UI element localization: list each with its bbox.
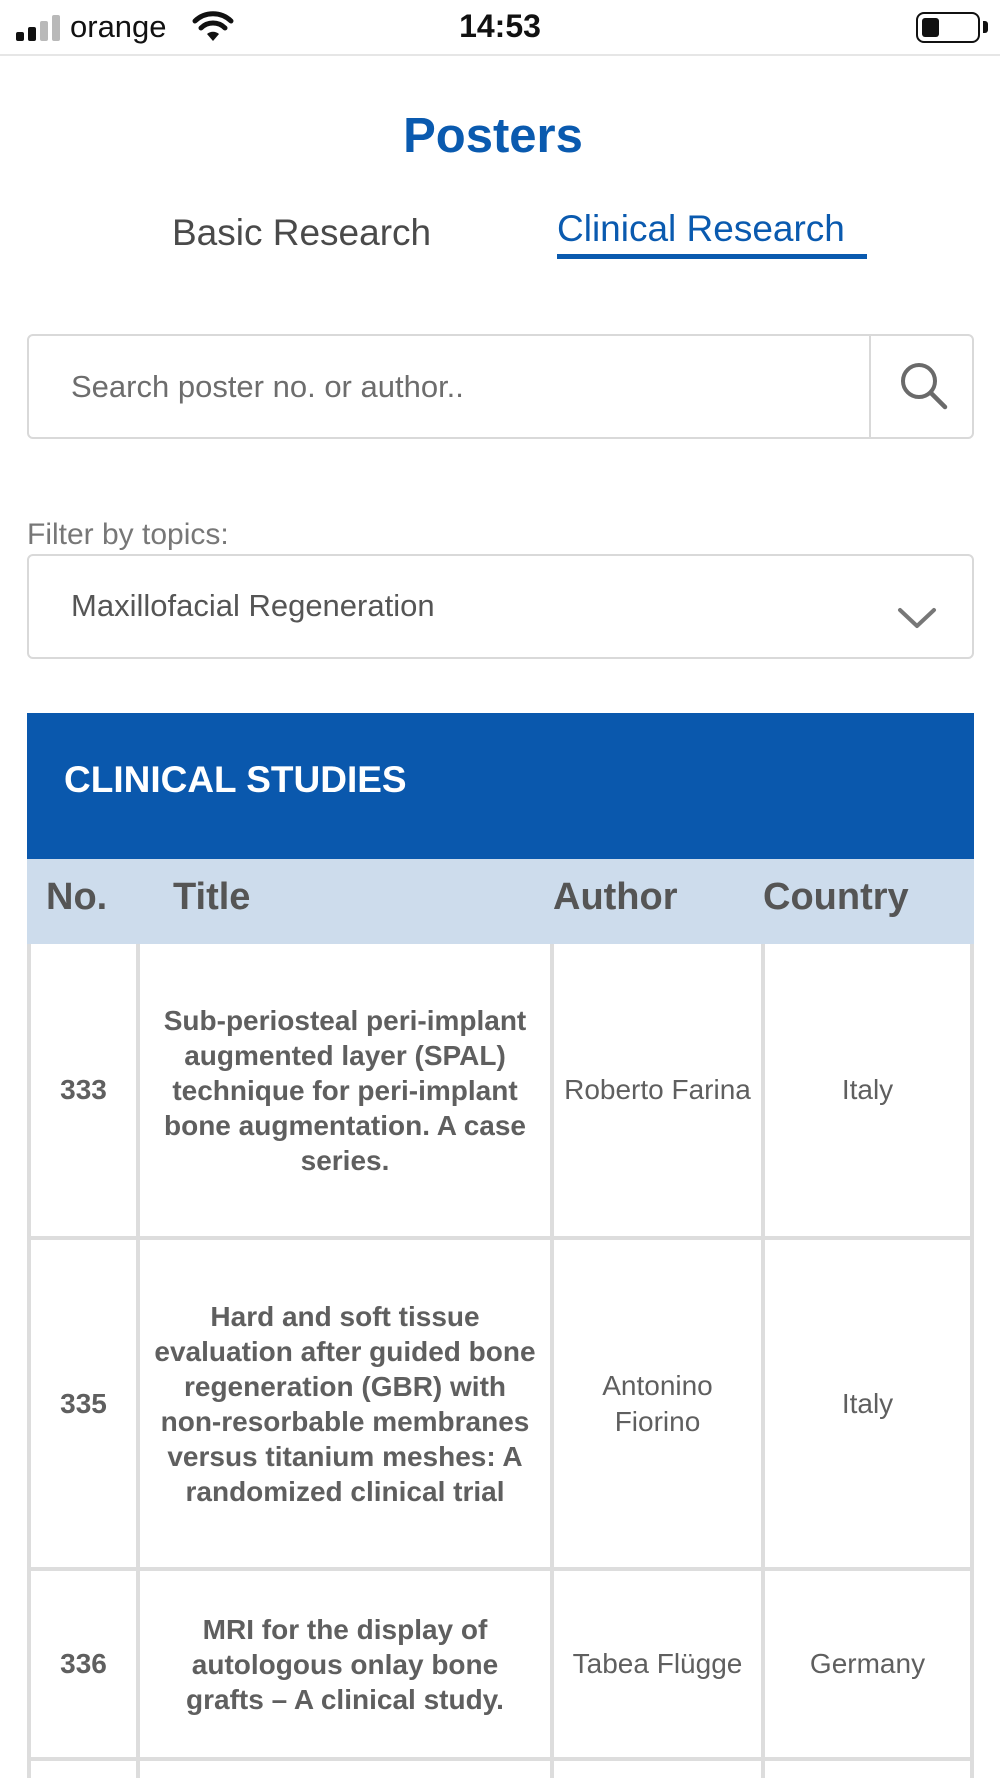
table-header [27,859,974,944]
chevron-down-icon [897,606,937,630]
tab-clinical-research[interactable]: Clinical Research [557,208,845,249]
search-icon [898,360,950,412]
battery-tip [983,21,988,33]
search-button[interactable] [869,336,974,437]
cell-title [136,1761,550,1778]
column-header-author: Author [553,876,678,918]
page-title: Posters [403,109,583,163]
cell-title: Sub-periosteal peri-implant augmented layer (SPAL) technique for peri-implant bone augmentation. A case series. [136,944,550,1236]
cell-author: Tabea Flügge [550,1571,761,1757]
cell-country: Germany [761,1571,974,1757]
column-header-title: Title [173,876,251,918]
table-row[interactable] [27,944,974,1240]
filter-label: Filter by topics: [27,518,229,551]
active-tab-indicator [557,254,867,259]
cell-no: 333 [27,944,136,1236]
cell-country: Italy [761,1240,974,1567]
section-header [27,713,974,859]
cell-no: 335 [27,1240,136,1567]
section-title: CLINICAL STUDIES [64,759,407,800]
table-row[interactable] [27,1240,974,1571]
table-row[interactable] [27,1571,974,1761]
column-header-country: Country [763,876,909,918]
cell-author: Antonino Fiorino [550,1240,761,1567]
cell-country [761,1761,974,1778]
cell-title: MRI for the display of autologous onlay bone grafts – A clinical study. [136,1571,550,1757]
cell-title: Hard and soft tissue evaluation after guided bone regeneration (GBR) with non-resorbable membranes versus titanium meshes: A randomized clinical trial [136,1240,550,1567]
cell-author: Roberto Farina [550,944,761,1236]
cell-country: Italy [761,944,974,1236]
table-body [27,944,974,1778]
cell-author [550,1761,761,1778]
filter-selected-value: Maxillofacial Regeneration [71,588,435,623]
column-header-no: No. [46,876,108,918]
tab-basic-research[interactable]: Basic Research [172,212,432,253]
posters-table [27,859,974,1778]
carrier-name: orange [70,9,167,44]
cell-no: 336 [27,1571,136,1757]
search-box [27,334,974,439]
search-input[interactable] [29,336,869,437]
topic-filter-select[interactable] [27,554,974,659]
cell-no [27,1761,136,1778]
clock: 14:53 [459,8,541,44]
status-bar [0,0,1000,56]
table-row[interactable] [27,1761,974,1778]
battery-icon [916,12,980,43]
